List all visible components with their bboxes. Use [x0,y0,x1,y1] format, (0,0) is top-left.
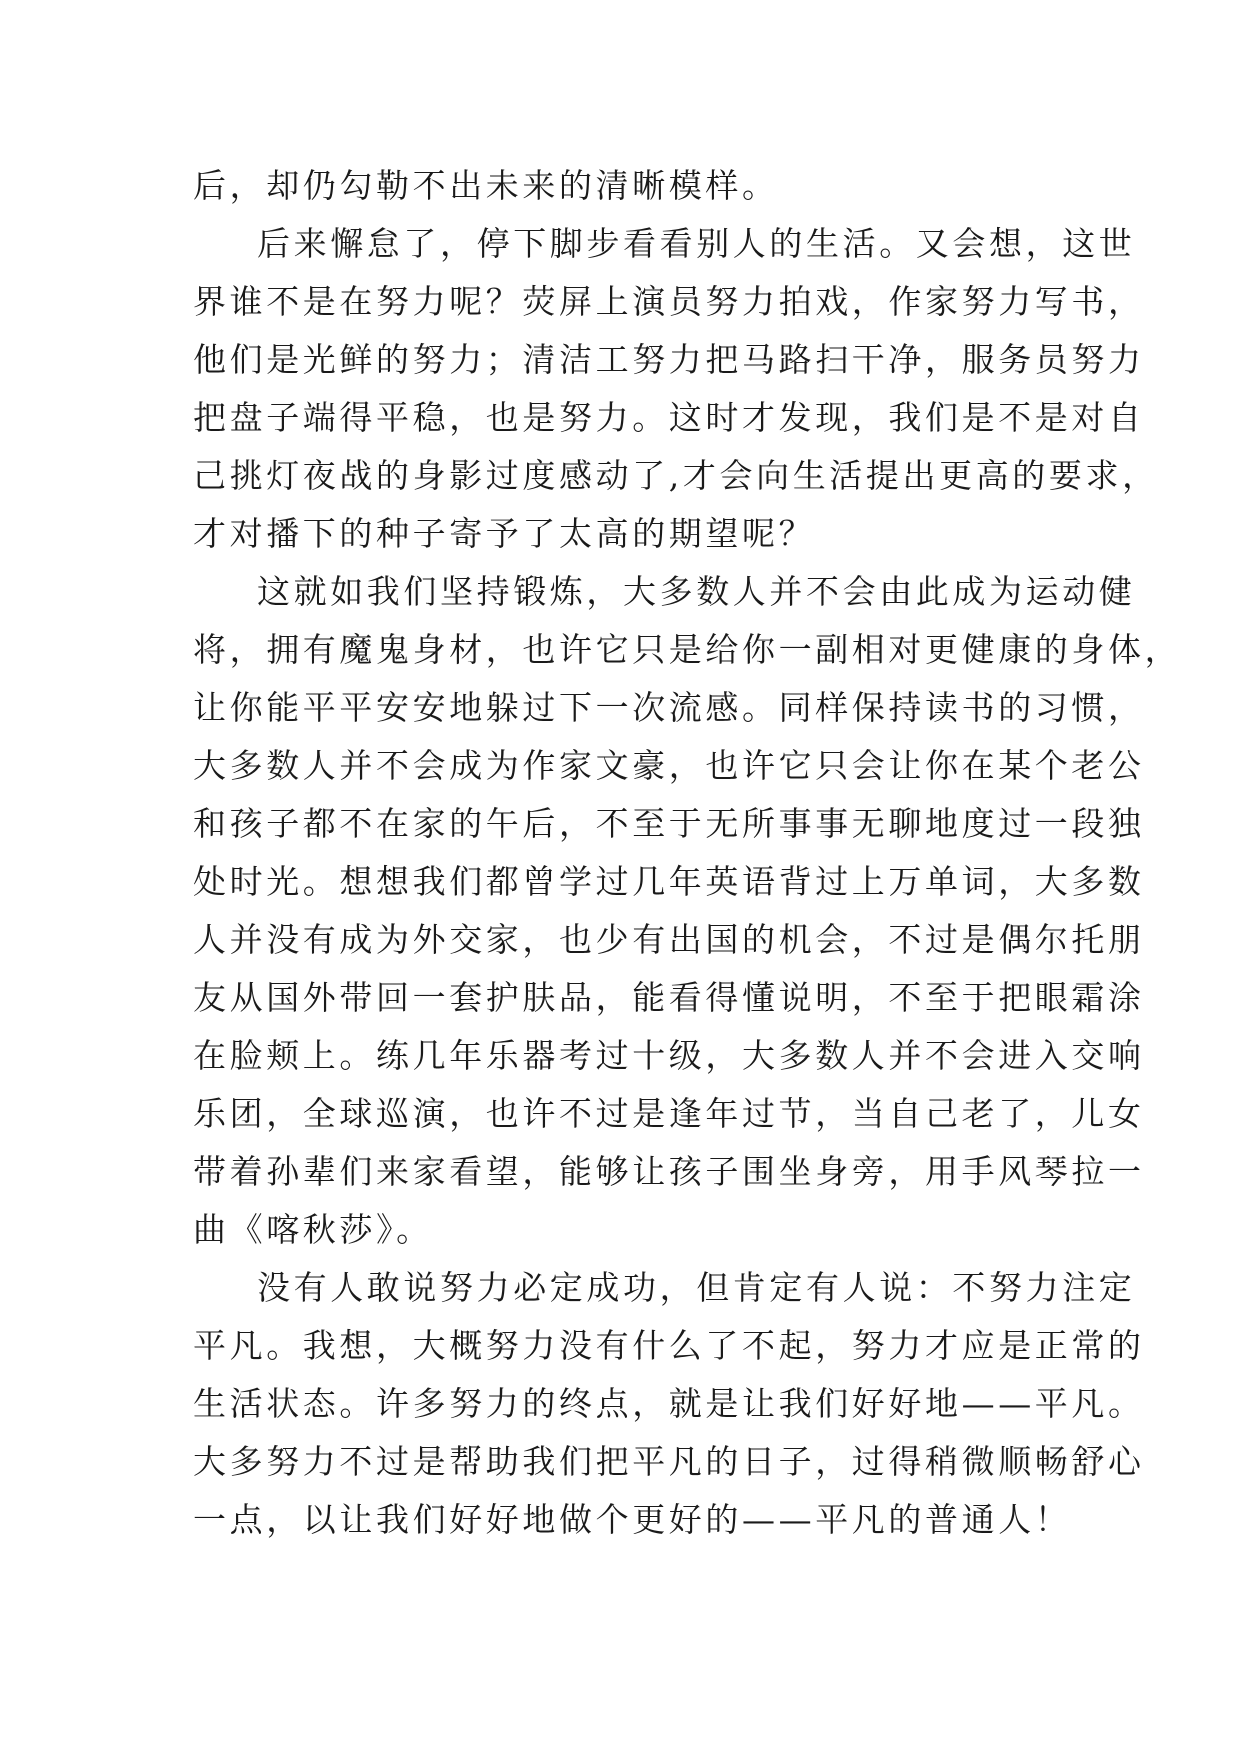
text-line: 生活状态。许多努力的终点，就是让我们好好地——平凡。 [193,1384,1145,1423]
text-line: 界谁不是在努力呢？荧屏上演员努力拍戏，作家努力写书， [193,282,1145,321]
text-line: 大多努力不过是帮助我们把平凡的日子，过得稍微顺畅舒心 [193,1442,1145,1481]
text-line: 把盘子端得平稳，也是努力。这时才发现，我们是不是对自 [193,398,1145,437]
text-line: 曲《喀秋莎》。 [193,1210,433,1249]
text-line: 他们是光鲜的努力；清洁工努力把马路扫干净，服务员努力 [193,340,1145,379]
text-line: 大多数人并不会成为作家文豪，也许它只会让你在某个老公 [193,746,1145,785]
text-line: 后，却仍勾勒不出未来的清晰模样。 [193,166,779,205]
paragraph-first-line: 后来懈怠了，停下脚步看看别人的生活。又会想，这世 [257,224,1136,263]
text-line: 平凡。我想，大概努力没有什么了不起，努力才应是正常的 [193,1326,1145,1365]
text-line: 才对播下的种子寄予了太高的期望呢？ [193,514,816,553]
text-line: 让你能平平安安地躲过下一次流感。同样保持读书的习惯， [193,688,1145,727]
text-line: 带着孙辈们来家看望，能够让孩子围坐身旁，用手风琴拉一 [193,1152,1145,1191]
paragraph-first-line: 没有人敢说努力必定成功，但肯定有人说：不努力注定 [257,1268,1136,1307]
text-line: 乐团，全球巡演，也许不过是逢年过节，当自己老了，儿女 [193,1094,1145,1133]
text-line: 人并没有成为外交家，也少有出国的机会，不过是偶尔托朋 [193,920,1145,959]
text-line: 在脸颊上。练几年乐器考过十级，大多数人并不会进入交响 [193,1036,1145,1075]
text-line: 将，拥有魔鬼身材，也许它只是给你一副相对更健康的身体， [193,630,1182,669]
text-line: 己挑灯夜战的身影过度感动了,才会向生活提出更高的要求， [193,456,1159,495]
text-line: 处时光。想想我们都曾学过几年英语背过上万单词，大多数 [193,862,1145,901]
text-line: 友从国外带回一套护肤品，能看得懂说明，不至于把眼霜涂 [193,978,1145,1017]
text-line: 和孩子都不在家的午后，不至于无所事事无聊地度过一段独 [193,804,1145,843]
paragraph-first-line: 这就如我们坚持锻炼，大多数人并不会由此成为运动健 [257,572,1136,611]
body-text [193,157,1182,1549]
text-line: 一点，以让我们好好地做个更好的——平凡的普通人！ [193,1500,1072,1539]
